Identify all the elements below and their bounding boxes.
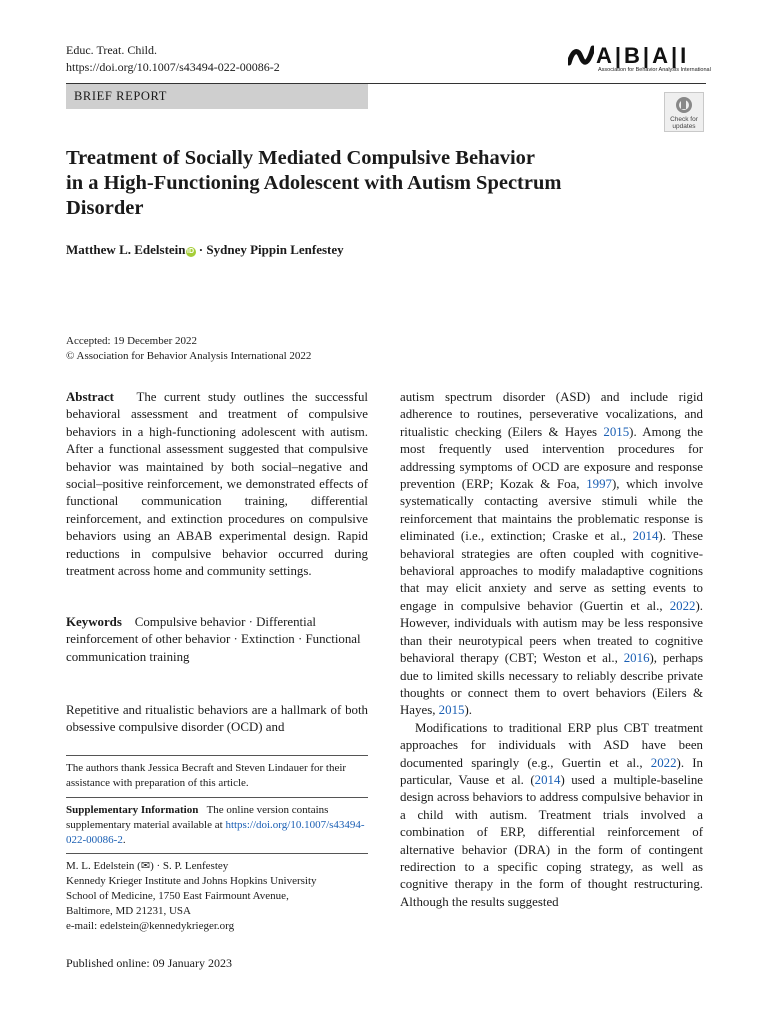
body-text: ). Among the most frequently used intervention procedures for addressing symptoms of OCD are exposure and response prevention (ERP; Kozak & Foa, <box>400 424 703 492</box>
affiliation-names: M. L. Edelstein (✉) · S. P. Lenfestey <box>66 860 229 872</box>
title-line-3: Disorder <box>66 197 144 219</box>
acknowledgement-note <box>66 761 368 791</box>
author-separator: · <box>195 242 207 257</box>
citation-link[interactable]: 2015 <box>603 424 630 439</box>
orcid-icon[interactable]: iD <box>187 248 195 255</box>
intro-paragraph <box>66 702 368 737</box>
author-first[interactable]: Matthew L. Edelstein <box>66 242 186 257</box>
abstract-text: The current study outlines the successful behavioral assessment and treatment of compulsive behaviors in a high-functioning adolescent with autism. After a functional assessment suggested that compulsive behavior was maintained by both social–negative and social–positive reinforcement, we demonstrated effects of functional communication training, differential reinforcement, and extinction procedures on compulsive behaviors using an ABAB experimental design. Rapid reductions in compulsive behavior occurred during treatment across home and community settings. <box>66 390 368 579</box>
published-date: Published online: 09 January 2023 <box>66 956 232 970</box>
citation-link[interactable]: 2016 <box>623 651 650 666</box>
abstract <box>66 389 368 580</box>
footnote-rule-2 <box>66 797 368 798</box>
affiliation-line-2: School of Medicine, 1750 East Fairmount Avenue, <box>66 890 289 902</box>
footnote-rule-1 <box>66 755 368 756</box>
abai-logo <box>568 43 711 77</box>
author-email[interactable]: e-mail: edelstein@kennedykrieger.org <box>66 920 235 932</box>
check-updates-icon <box>675 96 693 114</box>
body-text: ), which involve systematically contacting aversive stimuli while the reinforcement that maintains the problematic response is eliminated (i.e., extinction; Craske et al., <box>400 477 703 544</box>
keywords <box>66 614 368 666</box>
citation-link[interactable]: 2022 <box>669 598 696 613</box>
affiliation-line-3: Baltimore, MD 21231, USA <box>66 905 191 917</box>
body-text: ) used a multiple-baseline design across behaviors to address compulsive behavior in a child with autism. Treatment trials involved a combination of ERP, differential reinforcement of alternative behavior (DRA) in the form of contingent redirection to a specific coping strategy, as well as cognitive therapy in the form of thought restructuring. Although the results suggested <box>400 772 703 909</box>
footnote-rule-3 <box>66 853 368 854</box>
author-second[interactable]: Sydney Pippin Lenfestey <box>206 242 344 257</box>
logo-subtitle: Association for Behavior Analysis International <box>598 67 711 73</box>
supplementary-link[interactable]: https://doi.org/10.1007/s43494-022-00086-2 <box>66 819 365 846</box>
title-line-2: in a High-Functioning Adolescent with Autism Spectrum <box>66 172 562 194</box>
copyright-notice: © Association for Behavior Analysis International 2022 <box>66 350 312 362</box>
article-type-banner: BRIEF REPORT <box>66 84 368 109</box>
keywords-text: Compulsive behavior · Differential reinforcement of other behavior · Extinction · Functional communication training <box>66 615 361 664</box>
article-meta <box>66 334 311 364</box>
body-paragraph-1 <box>400 389 703 720</box>
body-text: ). In particular, Vause et al. ( <box>400 755 703 787</box>
supplementary-text: The online version contains supplementary material available at <box>66 804 329 831</box>
body-text: ), perhaps due to limited skills necessary to reliably describe private thoughts or connect them to overt behaviors (Eilers & Hayes, <box>400 651 703 718</box>
citation-link[interactable]: 2022 <box>650 755 677 770</box>
supplementary-label: Supplementary Information <box>66 804 199 816</box>
acknowledgement-text: The authors thank Jessica Becraft and Steven Lindauer for their assistance with preparation of this article. <box>66 762 347 789</box>
keywords-label: Keywords <box>66 615 122 629</box>
abstract-label: Abstract <box>66 390 114 404</box>
body-text: ). These behavioral strategies are often coupled with cognitive-behavioral approaches to modify maladaptive cognitions that may elicit anxiety and serve as setting events to engage in compulsive behavior (Guertin et al., <box>400 529 703 613</box>
abai-wave-icon <box>568 45 594 67</box>
logo-letters: A|B|A|I <box>596 43 690 68</box>
author-list <box>66 242 344 258</box>
body-text: Modifications to traditional ERP plus CBT treatment approaches for individuals with ASD have been documented sparingly (e.g., Guertin et al., <box>400 720 703 770</box>
journal-name: Educ. Treat. Child. <box>66 43 158 57</box>
doi-link[interactable]: https://doi.org/10.1007/s43494-022-00086-2 <box>66 60 280 74</box>
supplementary-end: . <box>122 834 126 846</box>
body-text: ). However, individuals with autism may be less responsive than their neurotypical peers when treated to cognitive behavioral therapy (CBT; Weston et al., <box>400 598 703 666</box>
body-text: ). <box>464 703 472 718</box>
accepted-date: Accepted: 19 December 2022 <box>66 335 198 347</box>
citation-link[interactable]: 2015 <box>438 703 465 718</box>
citation-link[interactable]: 2014 <box>632 529 659 544</box>
affiliation-line-1: Kennedy Krieger Institute and Johns Hopkins University <box>66 875 317 887</box>
body-text: autism spectrum disorder (ASD) and include rigid adherence to routines, perseverative vocalizations, and ritualistic checking (Eilers & Hayes <box>400 390 703 439</box>
supplementary-note <box>66 803 368 848</box>
journal-header <box>66 42 280 76</box>
body-right-column <box>400 389 703 911</box>
body-paragraph-2 <box>400 720 703 911</box>
check-updates-line1: Check for <box>670 116 698 123</box>
check-updates-line2: updates <box>672 123 696 130</box>
citation-link[interactable]: 1997 <box>586 477 612 492</box>
article-title <box>66 146 646 221</box>
intro-text: Repetitive and ritualistic behaviors are a hallmark of both obsessive compulsive disorder (OCD) and <box>66 703 368 735</box>
affiliation-block <box>66 859 368 934</box>
citation-link[interactable]: 2014 <box>534 772 561 787</box>
title-line-1: Treatment of Socially Mediated Compulsive Behavior <box>66 147 535 169</box>
check-for-updates-button[interactable] <box>664 92 704 132</box>
